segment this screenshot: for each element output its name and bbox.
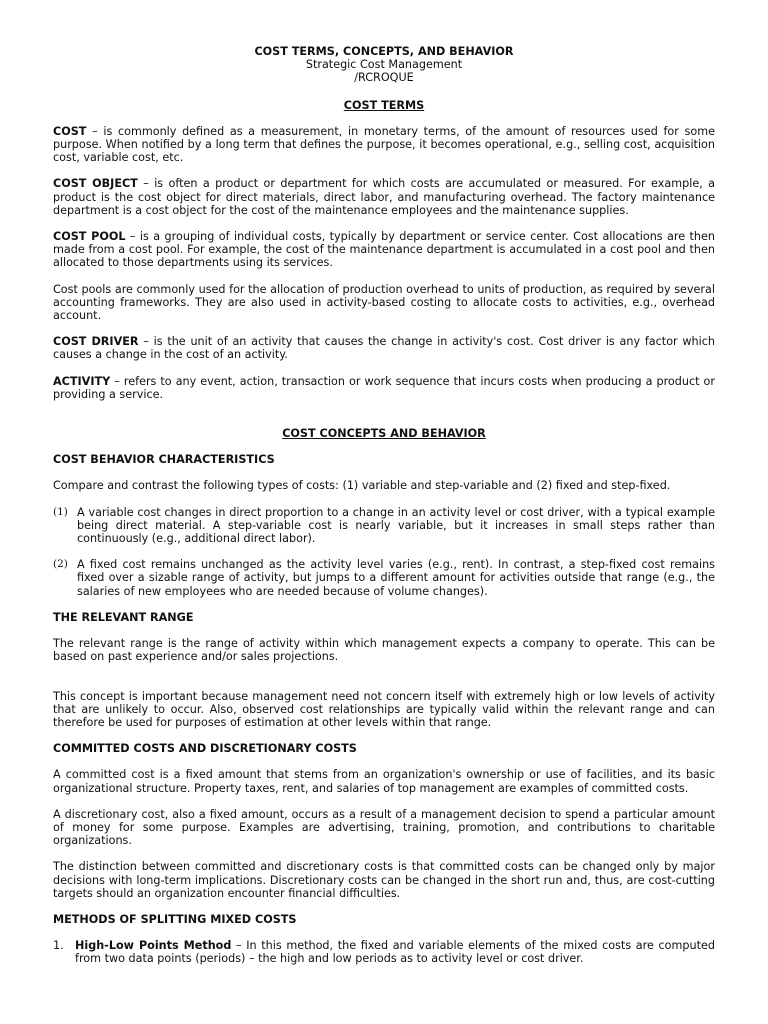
list-marker: (2) <box>53 558 68 571</box>
cost-term: COST <box>53 124 87 138</box>
document-subtitle: Strategic Cost Management <box>305 58 463 72</box>
list-marker: (1) <box>53 505 68 518</box>
cost-object-term: COST OBJECT <box>53 177 138 191</box>
concepts-heading: COST CONCEPTS AND BEHAVIOR <box>282 427 486 441</box>
document-title: COST TERMS, CONCEPTS, AND BEHAVIOR <box>254 45 514 58</box>
behavior-heading: COST BEHAVIOR CHARACTERISTICS <box>53 453 275 467</box>
committed-paragraph-2: A discretionary cost, also a fixed amount, occurs as a result of a management decision to spend a particular amount of money for some purpose. Examples are advertising, training, promotion, and contributions to charitable organizations. <box>53 807 715 848</box>
cost-pool-note: Cost pools are commonly used for the allocation of production overhead to units of production, as required by several accounting frameworks. They are also used in activity-based costing to allocate costs to activities, e.g., overhead account. <box>53 282 715 323</box>
method-text: – In this method, the fixed and variable elements of the mixed costs are computed from two data points (periods) – the high and low periods as to activity level or cost driver. <box>75 939 715 966</box>
document-page <box>53 45 715 966</box>
cost-terms-heading: COST TERMS <box>343 98 425 112</box>
method-marker: 1. <box>53 939 64 953</box>
activity-text: – refers to any event, action, transaction or work sequence that incurs costs when producing a product or providing a service. <box>53 374 715 401</box>
list-item <box>53 506 715 546</box>
document-author: /RCROQUE <box>354 71 414 85</box>
cost-driver-text: – is the unit of an activity that causes the change in activity's cost. Cost driver is any factor which causes a change in the cost of an activity. <box>53 335 715 362</box>
methods-heading: METHODS OF SPLITTING MIXED COSTS <box>53 912 297 926</box>
list-item <box>53 558 715 598</box>
cost-driver-term: COST DRIVER <box>53 335 139 349</box>
method-item <box>53 939 715 965</box>
activity-definition <box>53 375 715 401</box>
cost-pool-text: – is a grouping of individual costs, typically by department or service center. Cost allocations are then made from a cost pool. For example, the cost of the maintenance department is accumulated in a cost pool and then allocated to those departments using its services. <box>53 230 715 270</box>
list-item-text: A variable cost changes in direct proportion to a change in an activity level or cost driver, with a typical example being direct material. A step-variable cost is nearly variable, but it increases in small steps rather than continuously (e.g., additional direct labor). <box>77 505 715 546</box>
committed-paragraph-1: A committed cost is a fixed amount that stems from an organization's ownership or use of facilities, and its basic organizational structure. Property taxes, rent, and salaries of top management are examples of committed costs. <box>53 768 715 795</box>
cost-object-text: – is often a product or department for which costs are accumulated or measured. For example, a product is the cost object for direct materials, direct labor, and manufacturing overhead. The factory maintenance department is a cost object for the cost of the maintenance employees and the maintenance supplies. <box>53 177 715 217</box>
cost-pool-definition <box>53 230 715 270</box>
cost-object-definition <box>53 177 715 217</box>
relevant-range-paragraph-2: This concept is important because management need not concern itself with extremely high or low levels of activity that are unlikely to occur. Also, observed cost relationships are typically valid within the relevant range and can therefore be used for purposes of estimation at other levels within that range. <box>53 689 715 729</box>
cost-driver-definition <box>53 335 715 361</box>
relevant-range-heading: THE RELEVANT RANGE <box>53 610 194 624</box>
committed-paragraph-3: The distinction between committed and discretionary costs is that committed costs can be changed only by major decisions with long-term implications. Discretionary costs can be changed in the short run and, thus, are cost-cutting targets should an organization encounter financial difficulties. <box>53 860 715 900</box>
cost-pool-term: COST POOL <box>53 230 126 244</box>
compare-paragraph: Compare and contrast the following types of costs: (1) variable and step-variable and (2) fixed and step-fixed. <box>53 479 671 493</box>
cost-text: – is commonly defined as a measurement, in monetary terms, of the amount of resources used for some purpose. When notified by a long term that defines the purpose, it becomes operational, e.g., selling cost, acquisition cost, variable cost, etc. <box>53 124 715 165</box>
cost-definition <box>53 125 715 165</box>
list-item-text: A fixed cost remains unchanged as the activity level varies (e.g., rent). In contrast, a step-fixed cost remains fixed over a sizable range of activity, but jumps to a different amount for activities outside that range (e.g., the salaries of new employees who are needed because of volume changes). <box>77 558 715 598</box>
relevant-range-paragraph-1: The relevant range is the range of activity within which management expects a company to operate. This can be based on past experience and/or sales projections. <box>53 637 715 664</box>
method-term: High-Low Points Method <box>75 939 232 953</box>
committed-heading: COMMITTED COSTS AND DISCRETIONARY COSTS <box>53 742 357 756</box>
activity-term: ACTIVITY <box>53 374 111 388</box>
